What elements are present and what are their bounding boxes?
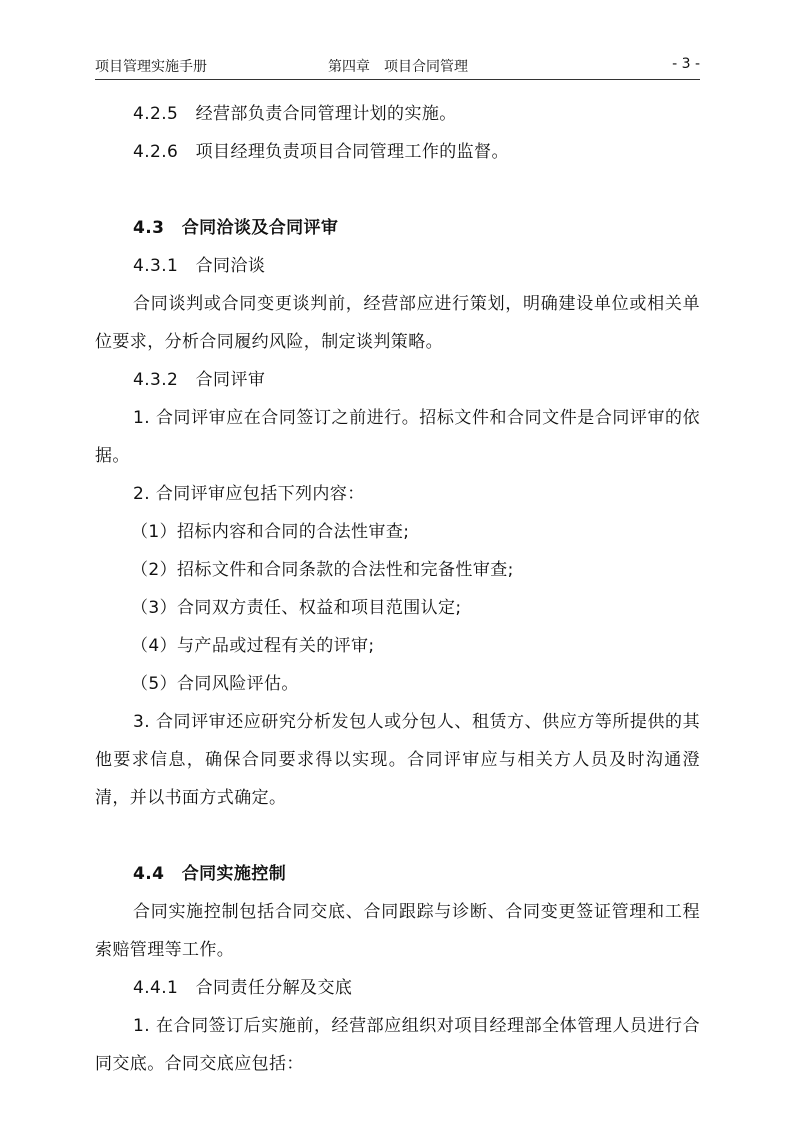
section-4-3-1: 4.3.1 合同洽谈 [133,256,266,276]
header-divider [95,79,700,80]
manual-title: 项目管理实施手册 [95,59,207,75]
paragraph-4-3-2-item-3: 3. 合同评审还应研究分析发包人或分包人、租赁方、供应方等所提供的其他要求信息，确保合同要求得以实现。合同评审应与相关方人员及时沟通澄清，并以书面方式确定。 [95,712,700,808]
paragraph-4-3-1: 合同谈判或合同变更谈判前，经营部应进行策划，明确建设单位或相关单位要求，分析合同履约风险，制定谈判策略。 [95,294,700,352]
heading-4-4: 4.4 合同实施控制 [133,864,287,884]
paragraph-4-4-1-item-1: 1. 在合同签订后实施前，经营部应组织对项目经理部全体管理人员进行合同交底。合同交底应包括： [95,1016,700,1074]
page-number: - 3 - [672,56,700,72]
chapter-title: 第四章 项目合同管理 [328,59,468,75]
review-item-5: （5）合同风险评估。 [131,674,299,694]
section-4-2-6: 4.2.6 项目经理负责项目合同管理工作的监督。 [133,142,509,162]
paragraph-4-4: 合同实施控制包括合同交底、合同跟踪与诊断、合同变更签证管理和工程索赔管理等工作。 [95,902,700,960]
review-item-3: （3）合同双方责任、权益和项目范围认定; [131,598,462,618]
paragraph-4-3-2-item-2: 2. 合同评审应包括下列内容： [133,484,365,504]
document-body [95,95,700,1083]
review-item-4: （4）与产品或过程有关的评审; [131,636,375,656]
paragraph-4-3-2-item-1: 1. 合同评审应在合同签订之前进行。招标文件和合同文件是合同评审的依据。 [95,408,700,466]
section-4-3-2: 4.3.2 合同评审 [133,370,266,390]
heading-4-3: 4.3 合同洽谈及合同评审 [133,218,339,238]
review-item-2: （2）招标文件和合同条款的合法性和完备性审查; [131,560,514,580]
section-4-2-5: 4.2.5 经营部负责合同管理计划的实施。 [133,104,457,124]
page-header [95,56,700,78]
review-item-1: （1）招标内容和合同的合法性审查; [131,522,410,542]
section-4-4-1: 4.4.1 合同责任分解及交底 [133,978,353,998]
